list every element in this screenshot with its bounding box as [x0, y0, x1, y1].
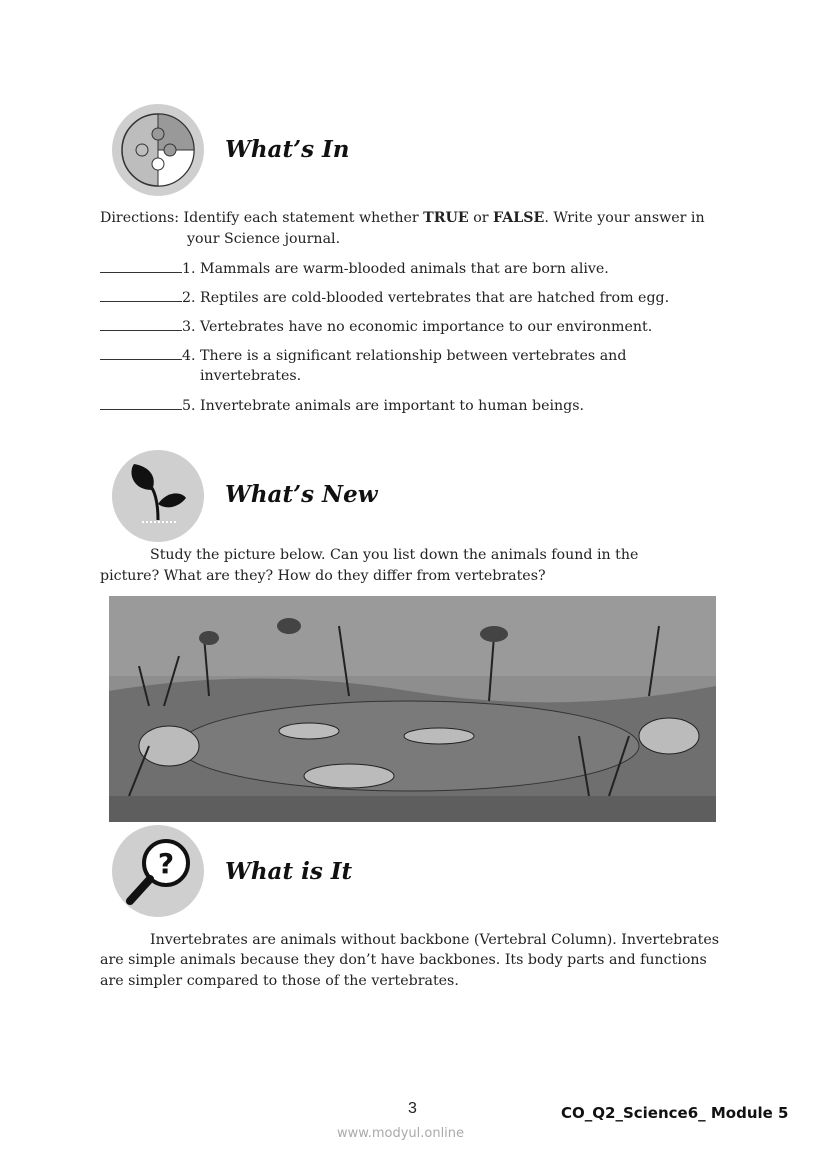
directions-line2: your Science journal.: [187, 231, 341, 247]
watermark: www.modyul.online: [337, 1126, 465, 1141]
answer-blank[interactable]: [100, 316, 182, 331]
paragraph-line: are simpler compared to those of the vertebrates.: [100, 973, 459, 989]
section-title-whats-in: What’s In: [225, 136, 350, 163]
paragraph-line: Invertebrates are animals without backbone (Vertebral Column). Invertebrates: [150, 932, 719, 948]
item-text: 4. There is a significant relationship between vertebrates and: [182, 348, 627, 364]
section-title-what-is-it: What is It: [225, 858, 353, 885]
svg-text:?: ?: [157, 847, 175, 880]
list-item: [100, 395, 584, 417]
item-text: 3. Vertebrates have no economic importance to our environment.: [182, 319, 653, 335]
paragraph-line: picture? What are they? How do they differ from vertebrates?: [100, 568, 546, 584]
answer-blank[interactable]: [100, 287, 182, 302]
page-number: 3: [408, 1100, 417, 1117]
sprout-icon: [112, 450, 204, 542]
list-item: [100, 287, 669, 309]
list-item: [100, 316, 652, 338]
true-word: TRUE: [423, 210, 469, 226]
directions: [100, 208, 705, 229]
magnifier-question-icon: [112, 825, 204, 917]
section-title-whats-new: What’s New: [225, 481, 378, 508]
answer-blank[interactable]: [100, 345, 182, 360]
module-code: CO_Q2_Science6_ Module 5: [561, 1104, 789, 1122]
list-item: [100, 345, 626, 367]
item-text: 1. Mammals are warm-blooded animals that are born alive.: [182, 261, 609, 277]
pond-habitat-picture: [109, 596, 716, 822]
answer-blank[interactable]: [100, 258, 182, 273]
or-word: or: [468, 210, 494, 226]
directions-text: Identify each statement whether: [179, 210, 424, 226]
puzzle-icon: [112, 104, 204, 196]
item-text: 5. Invertebrate animals are important to human beings.: [182, 398, 585, 414]
false-word: FALSE: [493, 210, 545, 226]
paragraph-line: Study the picture below. Can you list down the animals found in the: [150, 547, 639, 563]
list-item: [100, 258, 609, 280]
item-text-line2: invertebrates.: [200, 368, 302, 384]
answer-blank[interactable]: [100, 395, 182, 410]
paragraph-line: are simple animals because they don’t have backbones. Its body parts and functions: [100, 952, 707, 968]
directions-text-end: . Write your answer in: [544, 210, 705, 226]
item-text: 2. Reptiles are cold-blooded vertebrates that are hatched from egg.: [182, 290, 670, 306]
directions-label: Directions:: [100, 210, 180, 226]
